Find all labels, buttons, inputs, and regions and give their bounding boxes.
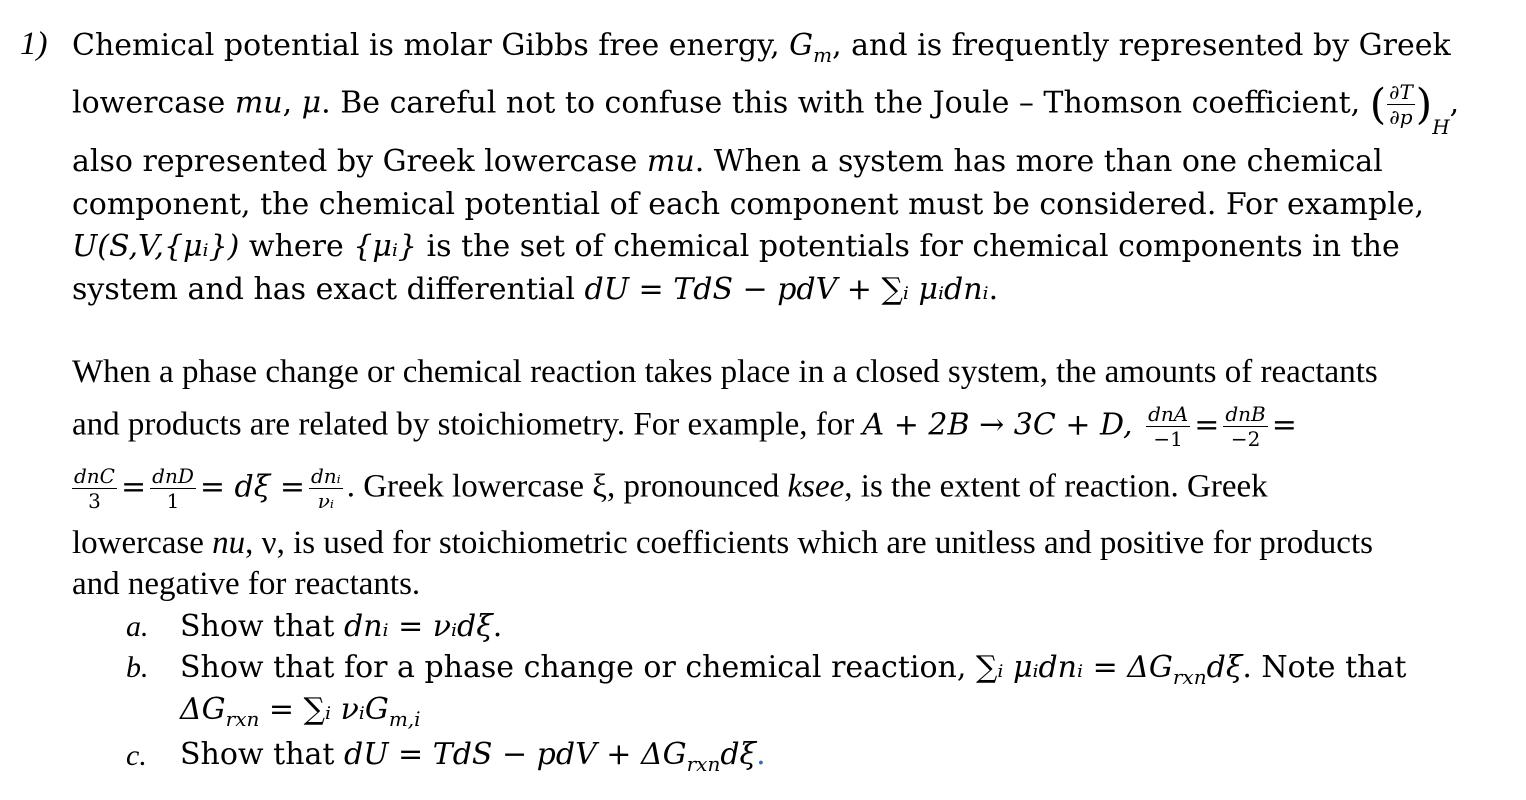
item-a-prefix: Show that [180, 609, 345, 644]
p2-line-3 [72, 464, 1268, 513]
gibbs-subscript: m [813, 43, 833, 67]
p2-line-2 [72, 402, 1297, 451]
item-c-label: c. [126, 739, 147, 772]
item-c-subscript: rxn [686, 752, 721, 776]
p1-line-5 [72, 227, 1400, 267]
fraction-a-num: dnA [1148, 402, 1189, 426]
jt-fraction [1387, 80, 1415, 129]
ksee-word: ksee [787, 468, 845, 505]
p2-l2-text-a: and products are related by stoichiometry. For example, for [72, 406, 863, 443]
item-a-label: a. [126, 610, 149, 643]
item-b-text [180, 648, 1406, 688]
p2-l4-text-a: lowercase [72, 525, 213, 561]
p2-line-1 [72, 352, 1378, 392]
p1-line-1 [72, 26, 1451, 66]
fraction-i-den: νᵢ [317, 489, 334, 513]
p2-l1-text: When a phase change or chemical reaction takes place in a closed system, the amounts of reactants [72, 354, 1378, 390]
p2-line-4 [72, 523, 1373, 563]
p1-l2-end: , [1449, 85, 1460, 121]
equals-1: = [1194, 407, 1220, 443]
p1-l6-end: . [988, 272, 999, 307]
item-c-equation: dU = TdS − pdV + ΔG [344, 737, 687, 772]
p2-l5-text: and negative for reactants. [72, 566, 421, 602]
exact-differential-equation: dU = TdS − pdV + ∑ᵢ μᵢdnᵢ [584, 272, 989, 307]
fraction-b [1223, 402, 1267, 451]
equals-2: = [1271, 407, 1297, 443]
delta-g-rxn: ΔG [180, 692, 226, 727]
xi-symbol: ξ [592, 468, 607, 505]
p2-l3-text-b: , pronounced [606, 468, 788, 505]
p1-l3-text-a: also represented by Greek lowercase [72, 144, 647, 179]
fraction-d-den: 1 [166, 489, 180, 513]
mu-word: mu [234, 85, 283, 121]
internal-energy-function: U(S,V,{μᵢ}) [72, 229, 240, 264]
reaction-equation: A + 2B → 3C + D, [862, 407, 1133, 443]
fraction-i-num: dnᵢ [310, 464, 341, 488]
fraction-b-num: dnB [1225, 402, 1266, 426]
mu-set: {μᵢ} [353, 229, 418, 264]
p2-l3-text-a: . Greek lowercase [346, 468, 593, 505]
jt-numerator: ∂T [1389, 80, 1413, 104]
p1-l5-text-b: is the set of chemical potentials for chemical components in the [417, 229, 1400, 264]
delta-g-sum: = ∑ᵢ νᵢG [259, 692, 389, 727]
p1-l6-text-a: system and has exact differential [72, 272, 585, 307]
mu-word-2: mu [646, 144, 695, 179]
p1-line-3 [72, 142, 1383, 182]
item-a-end: . [492, 609, 503, 644]
p1-l2-text-b: , [282, 85, 302, 121]
item-c-end: . [756, 737, 766, 772]
fraction-a-den: −1 [1153, 427, 1183, 451]
item-c-text [180, 735, 766, 775]
p1-l2-text-c: . Be careful not to confuse this with the Joule – Thomson coefficient, [321, 85, 1370, 121]
question-number: 1) [20, 26, 48, 62]
fraction-d-num: dnD [152, 464, 194, 488]
item-b-equation: ∑ᵢ μᵢdnᵢ = ΔG [975, 650, 1173, 685]
fraction-b-den: −2 [1230, 427, 1261, 451]
jt-close-paren: ) [1415, 79, 1433, 129]
p1-line-6 [72, 270, 998, 310]
item-b-subscript: rxn [1172, 665, 1207, 689]
fraction-i [309, 464, 343, 513]
jt-open-paren: ( [1369, 79, 1387, 129]
d-xi: dξ [234, 469, 271, 505]
item-b-prefix: Show that for a phase change or chemical reaction, [180, 650, 976, 685]
p1-l1-text-a: Chemical potential is molar Gibbs free energy, [72, 28, 790, 63]
item-b-equation-2: dξ [1206, 650, 1243, 685]
item-c-prefix: Show that [180, 737, 345, 772]
equals-4: = [199, 469, 225, 505]
p2-l3-text-c: , is the extent of reaction. Greek [844, 468, 1268, 505]
mu-symbol: μ [301, 85, 322, 121]
p1-l1-text-b: , and is frequently represented by Greek [832, 28, 1451, 63]
item-b-label: b. [126, 651, 149, 684]
item-b-continuation [180, 690, 421, 730]
p1-l4-text: component, the chemical potential of each component must be considered. For example, [72, 187, 1425, 222]
p1-line-2 [72, 79, 1460, 139]
item-b-end: . Note that [1242, 650, 1407, 685]
p2-l4-text-b: , ν, is used for stoichiometric coefficients which are unitless and positive for products [245, 525, 1373, 561]
delta-g-rxn-subscript: rxn [225, 707, 260, 731]
jt-denominator: ∂p [1389, 105, 1413, 129]
item-c-equation-2: dξ [720, 737, 757, 772]
gibbs-symbol: G [789, 28, 814, 63]
p2-line-5 [72, 564, 420, 604]
fraction-d [150, 464, 196, 513]
p1-l5-text-a: where [239, 229, 354, 264]
item-a-equation: dnᵢ = νᵢdξ [344, 609, 493, 644]
fraction-c-num: dnC [74, 464, 115, 488]
jt-subscript: H [1432, 114, 1450, 139]
item-a-text [180, 607, 502, 647]
equals-3: = [121, 469, 147, 505]
fraction-c-den: 3 [88, 489, 101, 513]
p1-line-4 [72, 185, 1424, 225]
p1-l2-text-a: lowercase [72, 85, 235, 121]
fraction-c [72, 464, 117, 513]
p1-l3-text-b: . When a system has more than one chemical [694, 144, 1383, 179]
equals-5: = [279, 469, 305, 505]
nu-word: nu [212, 525, 246, 561]
gm-subscript: m,i [388, 707, 421, 731]
fraction-a [1146, 402, 1190, 451]
